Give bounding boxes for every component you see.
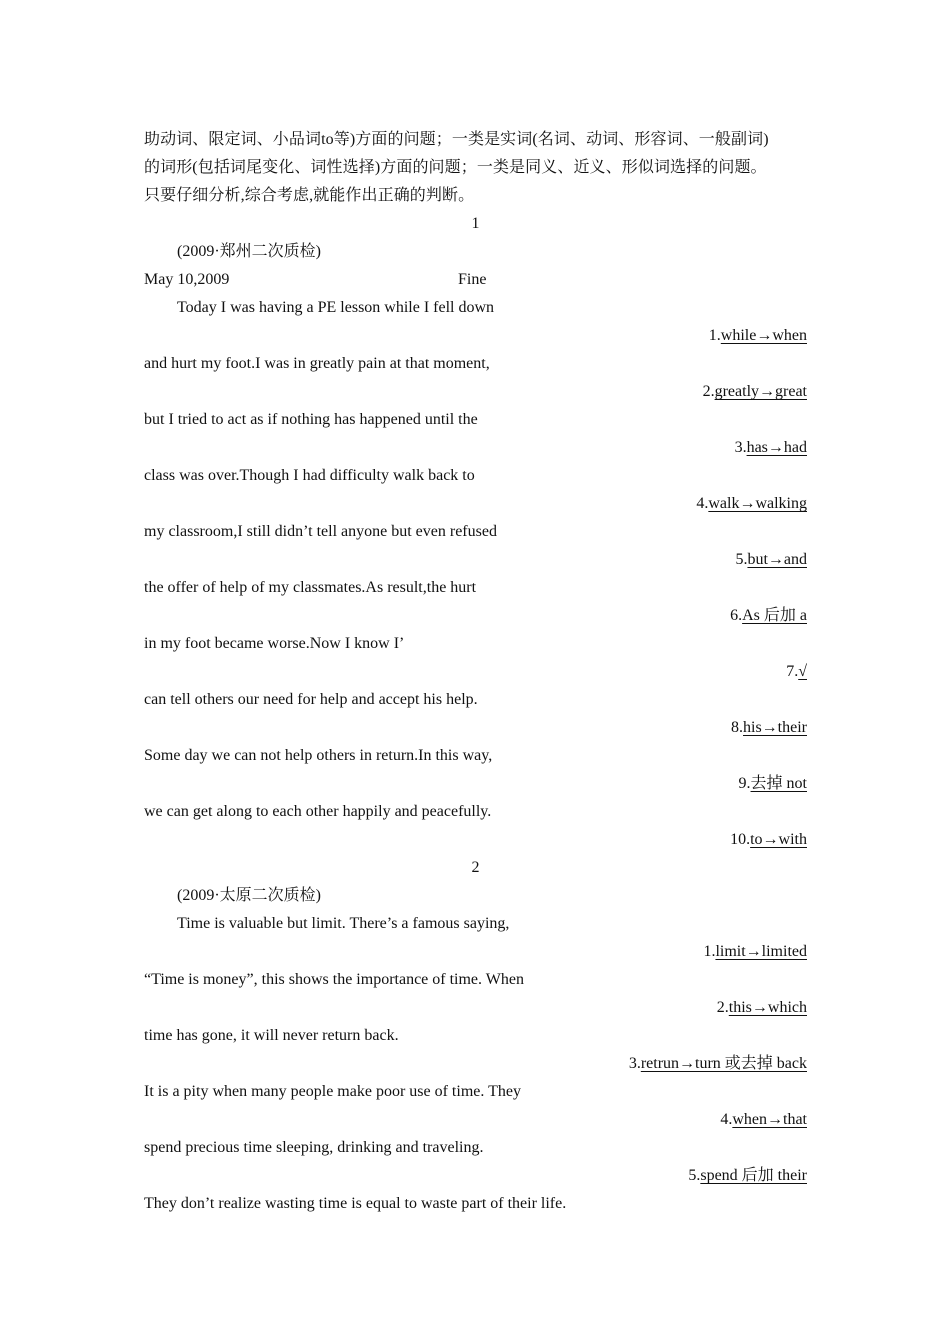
answer-line — [144, 1162, 807, 1190]
diary-weather: Fine — [458, 271, 487, 288]
answer-number: 1. — [703, 943, 716, 960]
passage-number: 2 — [471, 859, 480, 876]
passage-line: It is a pity when many people make poor use of time. They — [144, 1083, 521, 1100]
passage-source: (2009·太原二次质检) — [177, 887, 321, 904]
answer-correction: but→and — [747, 551, 807, 568]
intro-line: 的词形(包括词尾变化、词性选择)方面的问题；一类是同义、近义、形似词选择的问题。 — [144, 159, 767, 176]
answer-line — [144, 714, 807, 742]
diary-date: May 10,2009 — [144, 271, 230, 288]
passage-line: can tell others our need for help and accept his help. — [144, 691, 478, 708]
passage-line: Some day we can not help others in return.In this way, — [144, 747, 493, 764]
answer-line — [144, 770, 807, 798]
answer-number: 5. — [735, 551, 748, 568]
answer-number: 6. — [730, 607, 743, 624]
passage-line: my classroom,I still didn’t tell anyone but even refused — [144, 523, 497, 540]
passage-line: time has gone, it will never return back. — [144, 1027, 399, 1044]
answer-line — [144, 994, 807, 1022]
answer-correction: retrun→turn 或去掉 back — [640, 1055, 807, 1072]
answer-number: 9. — [738, 775, 751, 792]
answer-line — [144, 546, 807, 574]
answer-line — [144, 490, 807, 518]
intro-paragraph — [144, 126, 807, 210]
passage-line: “Time is money”, this shows the importance of time. When — [144, 971, 524, 988]
passage-line: but I tried to act as if nothing has happened until the — [144, 411, 478, 428]
answer-number: 3. — [734, 439, 747, 456]
answer-correction: √ — [798, 663, 807, 680]
passage-line: They don’t realize wasting time is equal to waste part of their life. — [144, 1195, 567, 1212]
answer-line — [144, 938, 807, 966]
answer-correction: to→with — [750, 831, 807, 848]
answer-line — [144, 1106, 807, 1134]
answer-number: 1. — [708, 327, 721, 344]
passage-line: in my foot became worse.Now I know I’ — [144, 635, 405, 652]
answer-correction: his→their — [743, 719, 807, 736]
passage1-lines — [144, 294, 807, 854]
answer-correction: As 后加 a — [742, 607, 807, 624]
answer-line — [144, 322, 807, 350]
answer-correction: greatly→great — [714, 383, 807, 400]
answer-number: 3. — [628, 1055, 641, 1072]
answer-line — [144, 434, 807, 462]
intro-line: 只要仔细分析,综合考虑,就能作出正确的判断。 — [144, 187, 475, 204]
answer-line — [144, 826, 807, 854]
passage-line: Today I was having a PE lesson while I fell down — [177, 299, 495, 316]
passage-line: and hurt my foot.I was in greatly pain at that moment, — [144, 355, 490, 372]
passage-source: (2009·郑州二次质检) — [177, 243, 321, 260]
answer-number: 5. — [688, 1167, 701, 1184]
passage-line: Time is valuable but limit. There’s a famous saying, — [177, 915, 510, 932]
answer-number: 4. — [720, 1111, 733, 1128]
passage-line: class was over.Though I had difficulty walk back to — [144, 467, 475, 484]
answer-correction: has→had — [746, 439, 807, 456]
answer-number: 8. — [731, 719, 743, 736]
diary-header — [144, 266, 807, 294]
answer-correction: when→that — [732, 1111, 807, 1128]
answer-correction: 去掉 not — [750, 775, 807, 792]
answer-number: 4. — [696, 495, 709, 512]
answer-number: 2. — [702, 383, 715, 400]
passage-line: spend precious time sleeping, drinking and traveling. — [144, 1139, 484, 1156]
passage-line: the offer of help of my classmates.As result,the hurt — [144, 579, 477, 596]
passage-number: 1 — [471, 215, 480, 232]
passage2-lines — [144, 910, 807, 1218]
answer-number: 10. — [730, 831, 751, 848]
answer-correction: this→which — [728, 999, 807, 1016]
answer-number: 2. — [716, 999, 729, 1016]
answer-line — [144, 378, 807, 406]
answer-correction: limit→limited — [715, 943, 807, 960]
answer-line — [144, 658, 807, 686]
answer-line — [144, 1050, 807, 1078]
document-page — [144, 126, 807, 1218]
answer-correction: spend 后加 their — [700, 1167, 807, 1184]
answer-correction: walk→walking — [708, 495, 807, 512]
answer-correction: while→when — [720, 327, 807, 344]
answer-line — [144, 602, 807, 630]
answer-number: 7. — [786, 663, 799, 680]
passage-line: we can get along to each other happily and peacefully. — [144, 803, 492, 820]
intro-line: 助动词、限定词、小品词to等)方面的问题；一类是实词(名词、动词、形容词、一般副词) — [144, 131, 769, 148]
